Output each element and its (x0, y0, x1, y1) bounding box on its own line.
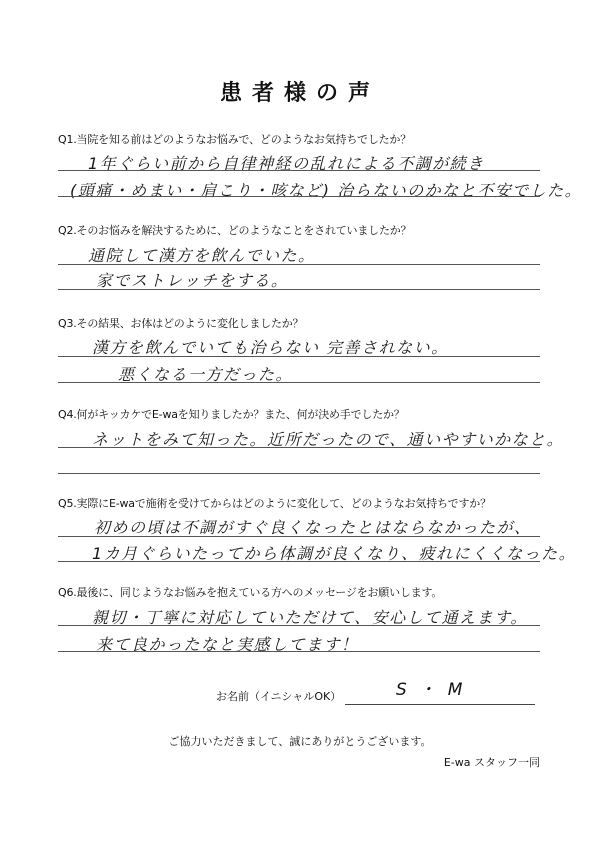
question-1: Q1.当院を知る前はどのようなお悩みで、どのようなお気持ちでしたか？ (58, 133, 412, 146)
answer-3-line-2: 悪くなる一方だった。 (118, 365, 294, 384)
answer-5-line-1: 初めの頃は不調がすぐ良くなったとはならなかったが、 (94, 518, 532, 537)
answer-6-rule-2 (58, 651, 540, 652)
answer-2-line-1: 通院して漢方を飲んでいた。 (88, 246, 316, 265)
question-4: Q4.何がキッカケでE-waを知りましたか？また、何が決め手でしたか？ (58, 408, 405, 421)
answer-3-rule-1 (58, 356, 540, 357)
answer-1-rule-1 (58, 170, 540, 171)
answer-2-rule-2 (58, 289, 540, 290)
answer-2-line-2: 家でストレッチをする。 (96, 271, 289, 290)
answer-1-line-2: (頭痛・めまい・肩こり・咳など) 治らないのかなと不安でした。 (70, 181, 583, 200)
answer-1-line-1: 1年ぐらい前から自律神経の乱れによる不調が続き (88, 154, 485, 173)
answer-6-rule-1 (58, 625, 540, 626)
answer-3-line-1: 漢方を飲んでいても治らない 完善されない。 (92, 338, 449, 357)
question-5: Q5.実際にE-waで施術を受けてからはどのように変化して、どのようなお気持ちですか？ (58, 497, 491, 510)
answer-5-rule-1 (58, 536, 540, 537)
staff-signature: E-wa スタッフ一同 (443, 756, 540, 769)
name-rule (345, 704, 535, 705)
answer-5-line-2: 1カ月ぐらいたってから体調が良くなり、疲れにくくなった。 (92, 544, 577, 563)
page-title: 患者様の声 (219, 81, 380, 106)
answer-2-rule-1 (58, 264, 540, 265)
answer-3-rule-2 (58, 382, 540, 383)
answer-4-line-1: ネットをみて知った。近所だったので、通いやすいかなと。 (92, 430, 565, 449)
name-label: お名前（イニシャルOK） (216, 690, 342, 703)
question-3: Q3.その結果、お体はどのように変化しましたか？ (58, 317, 304, 330)
thanks-message: ご協力いただきまして、誠にありがとうございます。 (168, 735, 432, 748)
answer-1-rule-2 (58, 196, 540, 197)
question-2: Q2.そのお悩みを解決するために、どのようなことをされていましたか？ (58, 224, 412, 237)
question-6: Q6.最後に、同じようなお悩みを抱えている方へのメッセージをお願いします。 (58, 586, 443, 599)
answer-6-line-2: 来て良かったなと実感してます！ (96, 635, 359, 654)
answer-5-rule-2 (58, 561, 540, 562)
answer-6-line-1: 親切・丁寧に対応していただけて、安心して通えます。 (92, 608, 528, 627)
name-value: S・M (396, 680, 475, 700)
answer-4-rule-1 (58, 447, 540, 448)
answer-4-rule-2 (58, 473, 540, 474)
